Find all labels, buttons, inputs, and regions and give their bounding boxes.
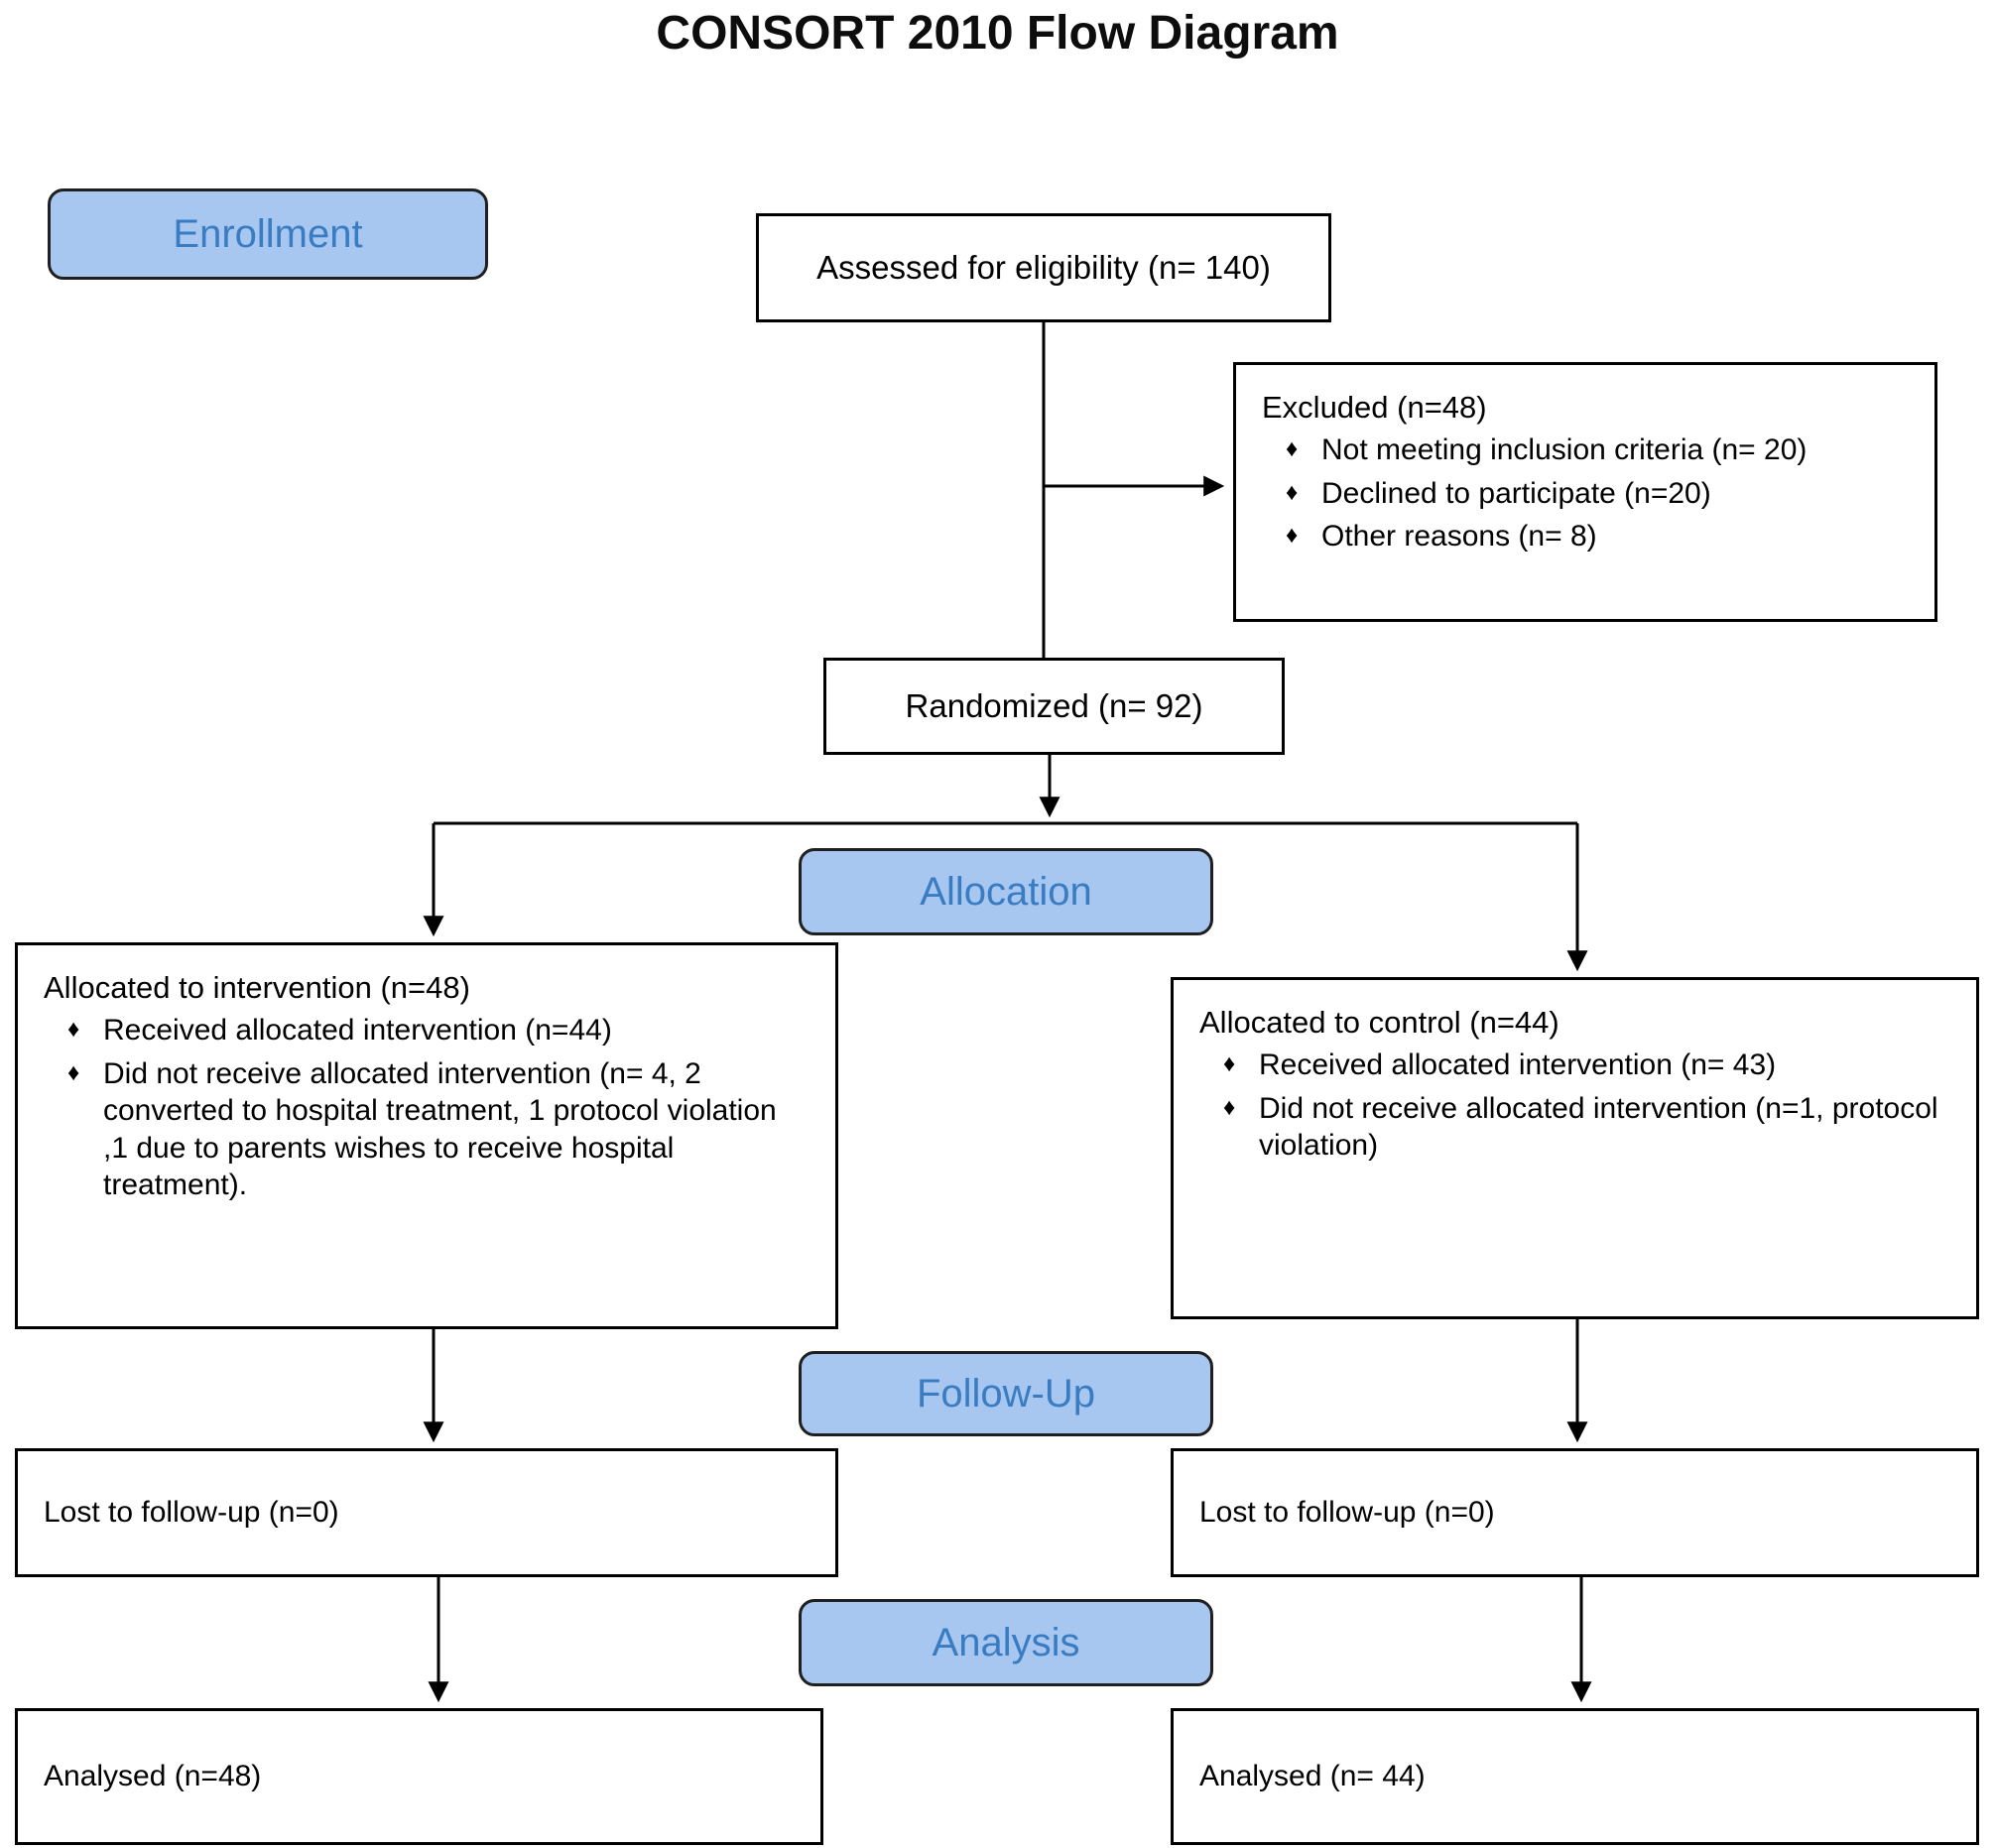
lost-followup-right-box — [1171, 1448, 1979, 1577]
diamond-bullet-icon: ♦ — [67, 1016, 80, 1044]
analysed-left-box — [15, 1708, 823, 1845]
lost-followup-left-text: Lost to follow-up (n=0) — [44, 1496, 339, 1529]
excluded-title: Excluded (n=48) — [1262, 390, 1487, 425]
diamond-bullet-icon: ♦ — [1223, 1093, 1236, 1121]
excluded-item — [1262, 475, 1909, 513]
stage-label-analysis: Analysis — [799, 1599, 1213, 1686]
stage-label-enrollment: Enrollment — [48, 188, 488, 280]
excluded-box — [1233, 362, 1937, 622]
stage-label-followup: Follow-Up — [799, 1351, 1213, 1436]
excluded-item-text: Other reasons (n= 8) — [1321, 520, 1597, 554]
stage-label-allocation: Allocation — [799, 848, 1213, 935]
intervention-item — [44, 1012, 810, 1049]
diamond-bullet-icon: ♦ — [67, 1058, 80, 1086]
lost-followup-right-text: Lost to follow-up (n=0) — [1199, 1496, 1495, 1529]
control-item — [1199, 1047, 1950, 1084]
excluded-item — [1262, 431, 1909, 469]
randomized-box — [823, 658, 1285, 755]
control-box — [1171, 977, 1979, 1319]
assessed-text: Assessed for eligibility (n= 140) — [816, 249, 1271, 286]
diamond-bullet-icon: ♦ — [1286, 522, 1299, 550]
intervention-box — [15, 942, 838, 1329]
randomized-text: Randomized (n= 92) — [905, 687, 1203, 724]
excluded-item-text: Declined to participate (n=20) — [1321, 476, 1711, 510]
excluded-item — [1262, 518, 1909, 555]
control-title: Allocated to control (n=44) — [1199, 1005, 1559, 1040]
diamond-bullet-icon: ♦ — [1223, 1050, 1236, 1078]
intervention-item-text: Did not receive allocated intervention (n= 4, 2 converted to hospital treatment, 1 protocol violation ,1 due to parents wishes to receive hospital treatment). — [103, 1056, 777, 1202]
analysed-right-text: Analysed (n= 44) — [1199, 1760, 1426, 1792]
assessed-box — [756, 213, 1331, 322]
intervention-item-text: Received allocated intervention (n=44) — [103, 1014, 612, 1047]
intervention-item — [44, 1055, 810, 1204]
control-item-text: Did not receive allocated intervention (n=1, protocol violation) — [1259, 1091, 1938, 1163]
intervention-title: Allocated to intervention (n=48) — [44, 970, 470, 1005]
diamond-bullet-icon: ♦ — [1286, 478, 1299, 506]
analysed-right-box — [1171, 1708, 1979, 1845]
control-item — [1199, 1090, 1950, 1165]
excluded-item-text: Not meeting inclusion criteria (n= 20) — [1321, 433, 1808, 467]
diagram-title: CONSORT 2010 Flow Diagram — [656, 7, 1339, 60]
analysed-left-text: Analysed (n=48) — [44, 1760, 262, 1792]
lost-followup-left-box — [15, 1448, 838, 1577]
control-item-text: Received allocated intervention (n= 43) — [1259, 1048, 1777, 1082]
diamond-bullet-icon: ♦ — [1286, 435, 1299, 463]
